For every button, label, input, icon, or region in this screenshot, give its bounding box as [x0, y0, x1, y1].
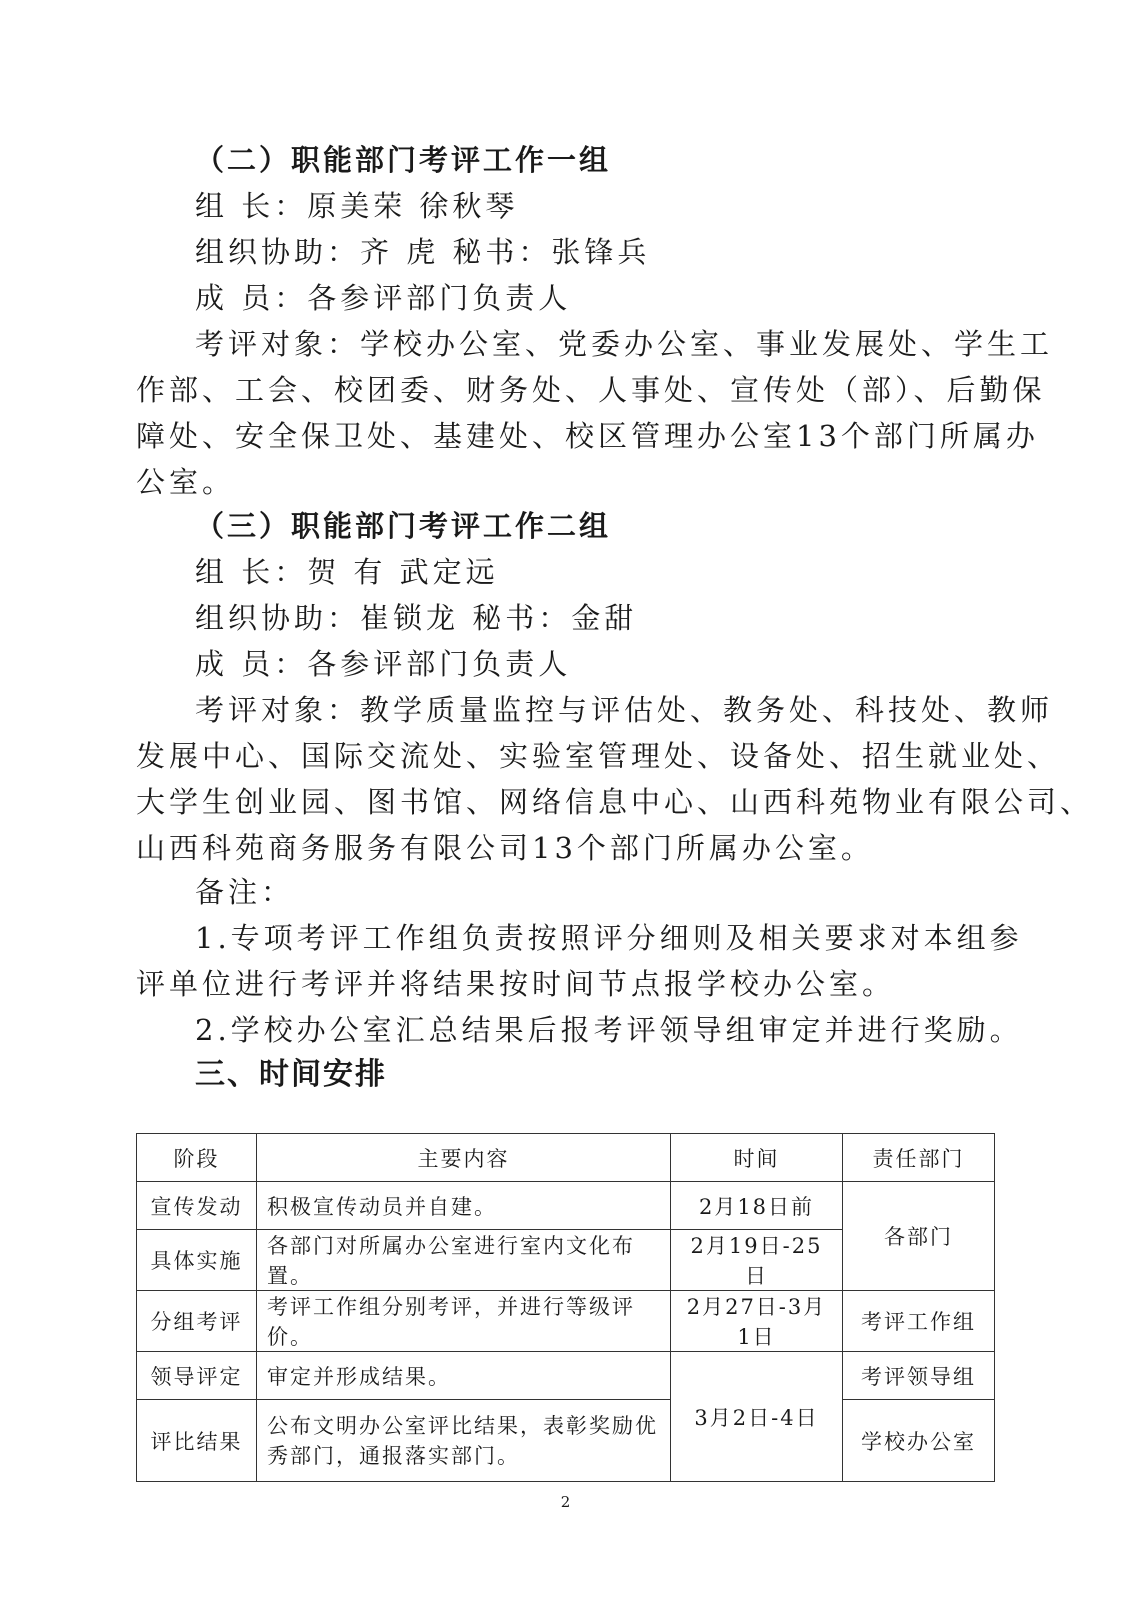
dept-cell: 考评领导组 — [843, 1352, 995, 1400]
dept-cell: 学校办公室 — [843, 1400, 995, 1482]
group3-objects-line: 大学生创业园、图书馆、网络信息中心、山西科苑物业有限公司、 — [136, 785, 1094, 819]
notes-title: 备注： — [195, 875, 295, 909]
group2-objects-line: 作部、工会、校团委、财务处、人事处、宣传处（部）、后勤保 — [136, 373, 1046, 407]
group2-heading: （二）职能部门考评工作一组 — [195, 143, 612, 177]
page-number: 2 — [560, 1493, 571, 1511]
time-cell: 2月27日-3月1日 — [671, 1291, 843, 1352]
table-row — [137, 1400, 995, 1482]
stage-cell: 评比结果 — [137, 1400, 257, 1482]
content-cell: 公布文明办公室评比结果，表彰奖励优秀部门，通报落实部门。 — [257, 1400, 671, 1482]
note-line: 2.学校办公室汇总结果后报考评领导组审定并进行奖励。 — [195, 1013, 1023, 1047]
table-row — [137, 1291, 995, 1352]
content-cell: 各部门对所属办公室进行室内文化布置。 — [257, 1230, 671, 1291]
group2-objects-line: 障处、安全保卫处、基建处、校区管理办公室13个部门所属办 — [136, 419, 1039, 453]
time-cell: 2月19日-25日 — [671, 1230, 843, 1291]
stage-cell: 分组考评 — [137, 1291, 257, 1352]
group2-objects-line: 考评对象：学校办公室、党委办公室、事业发展处、学生工 — [195, 327, 1054, 361]
group3-objects-line: 发展中心、国际交流处、实验室管理处、设备处、招生就业处、 — [136, 739, 1061, 773]
dept-cell: 各部门 — [843, 1182, 995, 1291]
stage-cell: 宣传发动 — [137, 1182, 257, 1230]
content-cell: 积极宣传动员并自建。 — [257, 1182, 671, 1230]
group3-assist: 组织协助：崔锁龙 秘书：金甜 — [195, 601, 638, 635]
table-header-row — [137, 1134, 995, 1182]
dept-cell: 考评工作组 — [843, 1291, 995, 1352]
group2-assist: 组织协助：齐 虎 秘书：张锋兵 — [195, 235, 651, 269]
stage-cell: 领导评定 — [137, 1352, 257, 1400]
content-cell: 考评工作组分别考评，并进行等级评价。 — [257, 1291, 671, 1352]
time-cell: 2月18日前 — [671, 1182, 843, 1230]
table-header: 主要内容 — [257, 1134, 671, 1182]
table-header: 阶段 — [137, 1134, 257, 1182]
table-row — [137, 1352, 995, 1400]
group2-members: 成 员：各参评部门负责人 — [195, 281, 572, 315]
group2-leader: 组 长：原美荣 徐秋琴 — [195, 189, 519, 223]
content-cell: 审定并形成结果。 — [257, 1352, 671, 1400]
note-line: 评单位进行考评并将结果按时间节点报学校办公室。 — [136, 967, 896, 1001]
group3-leader: 组 长：贺 有 武定远 — [195, 555, 499, 589]
schedule-table — [136, 1133, 995, 1482]
section-title: 三、时间安排 — [195, 1057, 387, 1092]
table-header: 时间 — [671, 1134, 843, 1182]
table-row — [137, 1182, 995, 1230]
group3-objects-line: 考评对象：教学质量监控与评估处、教务处、科技处、教师 — [195, 693, 1054, 727]
time-cell: 3月2日-4日 — [671, 1352, 843, 1482]
group3-objects-line: 山西科苑商务服务有限公司13个部门所属办公室。 — [136, 831, 874, 865]
table-header: 责任部门 — [843, 1134, 995, 1182]
group2-objects-line: 公室。 — [136, 465, 236, 499]
stage-cell: 具体实施 — [137, 1230, 257, 1291]
note-line: 1.专项考评工作组负责按照评分细则及相关要求对本组参 — [195, 921, 1023, 955]
group3-members: 成 员：各参评部门负责人 — [195, 647, 572, 681]
group3-heading: （三）职能部门考评工作二组 — [195, 509, 612, 543]
